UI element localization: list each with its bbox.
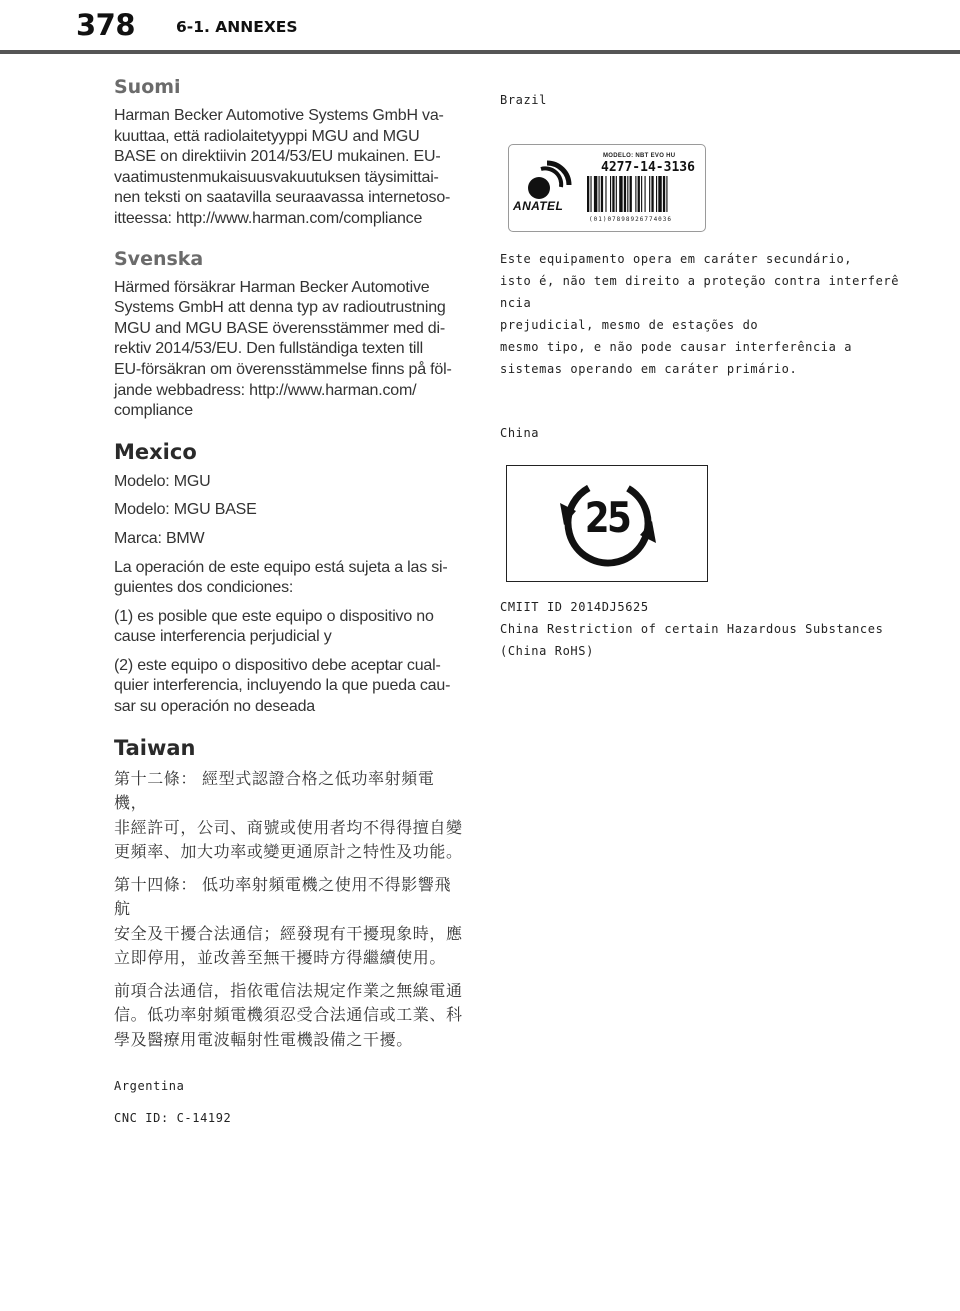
china-label: China (500, 426, 540, 440)
china-rohs-label (506, 465, 708, 582)
text-line: isto é, não tem direito a proteção contra interferê (500, 274, 900, 288)
taiwan-paragraph-3 (114, 980, 466, 1054)
text-line: 安全及干擾合法通信；經發現有干擾現象時，應 (114, 925, 463, 943)
suomi-paragraph (114, 106, 466, 230)
mexico-heading: Mexico (114, 439, 197, 464)
text-line: 更頻率、加大功率或變更通原計之特性及功能。 (114, 844, 463, 862)
text-line: CMIIT ID 2014DJ5625 (500, 600, 649, 614)
mexico-condition-1 (114, 607, 466, 648)
text-line: kuuttaa, että radiolaitetyyppi MGU and MGU (114, 127, 420, 145)
text-line: (China RoHS) (500, 644, 594, 658)
text-line: cause interferencia perjudicial y (114, 628, 332, 646)
text-line: rektiv 2014/53/EU. Den fullständiga texten till (114, 340, 423, 358)
text-line: 第十二條： 經型式認證合格之低功率射頻電機， (114, 770, 435, 813)
rohs-period-number: 25 (584, 493, 630, 542)
taiwan-paragraph-1 (114, 768, 466, 866)
argentina-label: Argentina (114, 1079, 185, 1094)
mexico-modelo-2: Modelo: MGU BASE (114, 501, 257, 519)
text-line: jande webbadress: http://www.harman.com/ (114, 381, 417, 399)
text-line: vaatimustenmukaisuusvakuutuksen täysimittai- (114, 168, 439, 186)
text-line: 前項合法通信，指依電信法規定作業之無線電通 (114, 982, 463, 1000)
text-line: sar su operación no deseada (114, 698, 315, 716)
text-line: itteessa: http://www.harman.com/compliance (114, 209, 423, 227)
text-line: quier interferencia, incluyendo la que pueda cau- (114, 677, 451, 695)
text-line: 學及醫療用電波輻射性電機設備之干擾。 (114, 1031, 413, 1049)
china-notice (500, 596, 900, 662)
barcode-digits: (01)07898926774036 (589, 216, 673, 223)
mexico-conditions (114, 558, 466, 599)
brazil-notice (500, 248, 900, 380)
text-line: nen teksti on saatavilla seuraavassa internetoso- (114, 189, 451, 207)
svenska-heading: Svenska (114, 247, 204, 270)
taiwan-paragraph-2 (114, 874, 466, 972)
section-mexico (114, 440, 466, 718)
left-column (114, 76, 466, 1129)
text-line: China Restriction of certain Hazardous Substances (500, 622, 884, 636)
text-line: (2) este equipo o dispositivo debe aceptar cual- (114, 656, 441, 674)
text-line: Harman Becker Automotive Systems GmbH va- (114, 107, 444, 124)
section-argentina (114, 1075, 466, 1129)
text-line: sistemas operando em caráter primário. (500, 362, 798, 376)
suomi-heading: Suomi (114, 76, 181, 98)
text-line: Härmed försäkrar Harman Becker Automotive (114, 278, 430, 296)
page-number: 378 (76, 8, 136, 42)
text-line: compliance (114, 402, 193, 420)
section-suomi (114, 76, 466, 230)
page-header (0, 0, 960, 54)
taiwan-heading: Taiwan (114, 735, 196, 760)
text-line: (1) es posible que este equipo o dispositivo no (114, 607, 434, 625)
text-line: Este equipamento opera em caráter secundário, (500, 252, 853, 266)
anatel-certification-label (508, 144, 706, 232)
text-line: 信。低功率射頻電機須忍受合法通信或工業、科 (114, 1007, 463, 1025)
text-line: mesmo tipo, e não pode causar interferência a (500, 340, 853, 354)
text-line: BASE on direktiivin 2014/53/EU mukainen. EU- (114, 148, 441, 166)
text-line: Systems GmbH att denna typ av radioutrustning (114, 299, 446, 317)
mexico-marca: Marca: BMW (114, 529, 205, 547)
section-svenska (114, 248, 466, 422)
mexico-condition-2 (114, 656, 466, 718)
text-line: guientes dos condiciones: (114, 579, 294, 597)
text-line: La operación de este equipo está sujeta a las si- (114, 558, 448, 576)
section-title: 6-1. ANNEXES (176, 18, 298, 36)
text-line: ncia (500, 296, 532, 310)
anatel-modelo: MODELO: NBT EVO HU (603, 153, 676, 159)
anatel-wordmark: ANATEL (513, 199, 564, 213)
text-line: 立即停用，並改善至無干擾時方得繼續使用。 (114, 950, 447, 968)
text-line: 第十四條： 低功率射頻電機之使用不得影響飛航 (114, 876, 452, 919)
text-line: prejudicial, mesmo de estações do (500, 318, 759, 332)
brazil-label: Brazil (500, 93, 547, 107)
anatel-certificate-number: 4277-14-3136 (601, 160, 695, 175)
text-line: 非經許可，公司、商號或使用者均不得得擅自變 (114, 819, 463, 837)
argentina-cnc-id: CNC ID: C-14192 (114, 1111, 232, 1126)
text-line: MGU and MGU BASE överensstämmer med di- (114, 319, 445, 337)
text-line: EU-försäkran om överensstämmelse finns på föl- (114, 360, 452, 378)
barcode-icon (585, 176, 699, 212)
section-taiwan (114, 736, 466, 1054)
header-rule (0, 50, 960, 54)
mexico-modelo-1: Modelo: MGU (114, 472, 211, 490)
svenska-paragraph (114, 278, 466, 422)
